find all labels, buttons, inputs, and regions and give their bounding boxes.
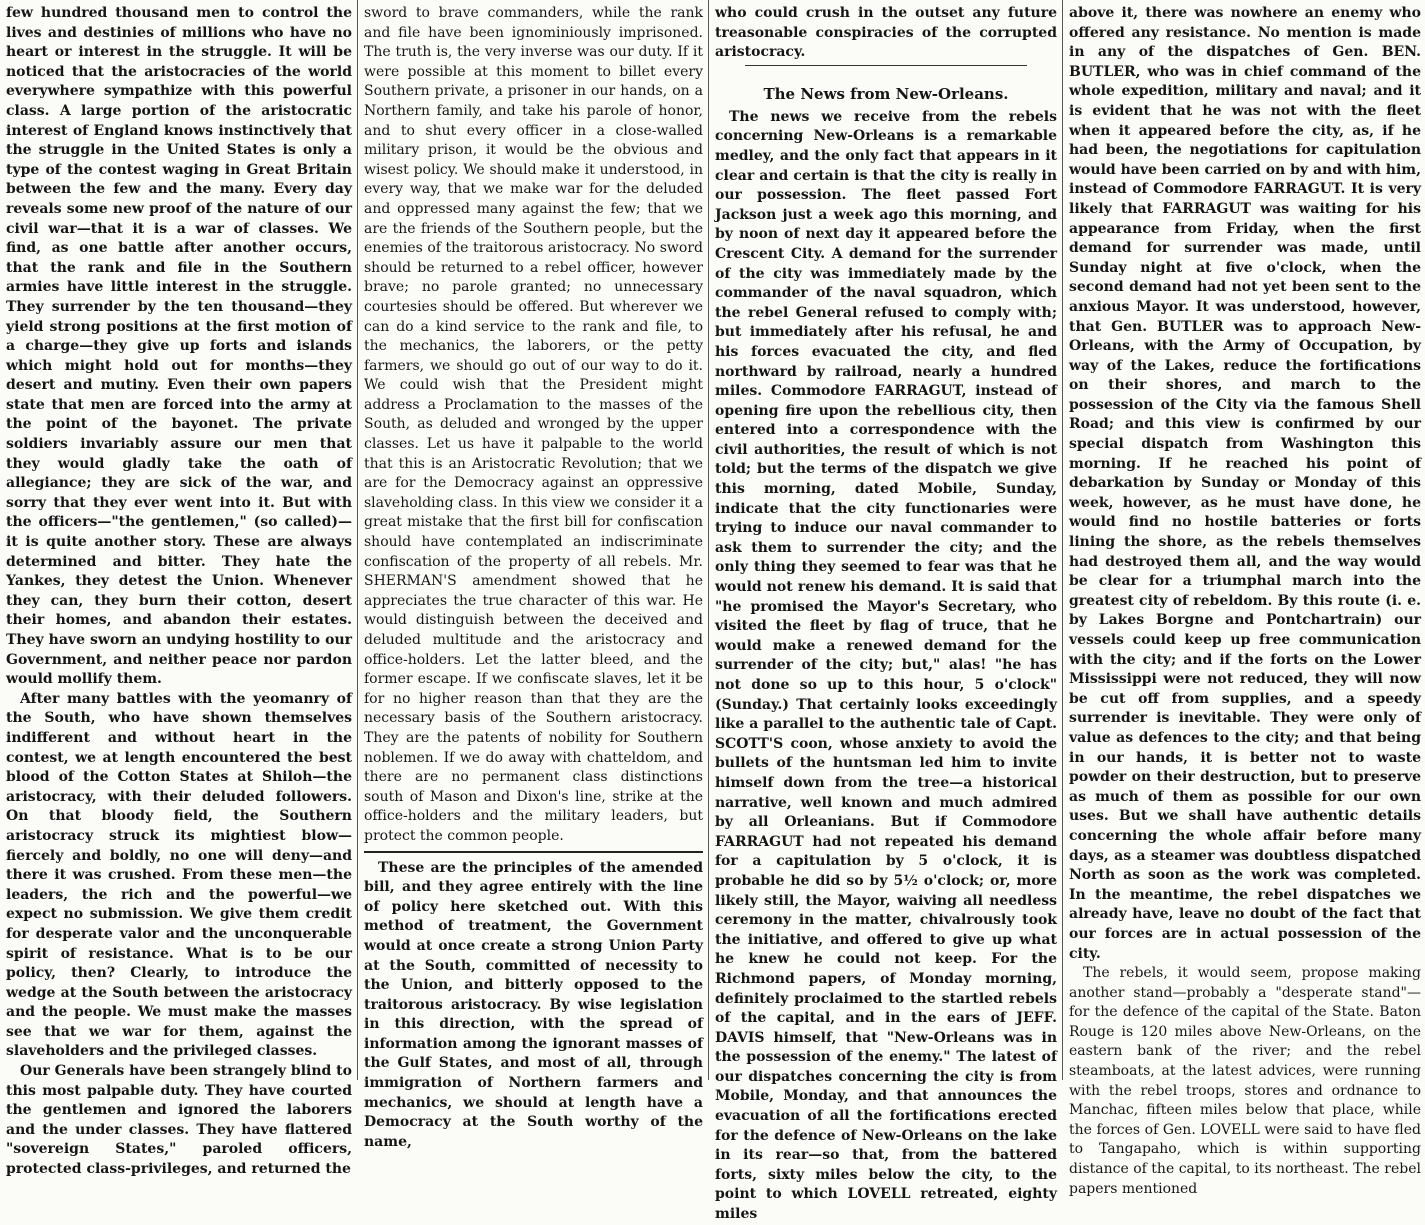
column-1-paragraph-1: few hundred thousand men to control the lives and destinies of millions who have no heart or interest in the struggle. It will be noticed that the aristocracies of the world everywhere sympathize with this powerful class. A large portion of the aristocratic interest of England knows instinctively that the struggle in the United States is only a type of the contest waging in Great Britain between the few and the many. Every day reveals some new proof of the nature of our civil war—that it is a war of classes. We find, as one battle after another occurs, that the rank and file in the Southern armies have little interest in the struggle. They surrender by the ten thousand—they yield strong positions at the first motion of a charge—they give up forts and islands which might hold out for months—they desert and mutiny. Even their own papers state that men are forced into the army at the point of the bayonet. The private soldiers invariably assure our men that they would gladly take the oath of allegiance; they are sick of the war, and sorry that they ever went into it. But with the officers—"the gentlemen," (so called)—it is quite another story. These are always determined and bitter. They hate the Yankes, they detest the Union. Whenever they can, they burn their cotton, desert their homes, and abandon their estates. They have sworn an undying hostility to our Government, and neither peace nor pardon would mollify them. bbox=[6, 5, 352, 688]
column-3-lead: who could crush in the outset any future treasonable conspiracies of the corrupted aristocracy. bbox=[715, 5, 1057, 61]
column-2-divider bbox=[364, 851, 703, 853]
column-1 bbox=[0, 0, 356, 1178]
article-headline: The News from New-Orleans. bbox=[763, 84, 1009, 103]
column-4 bbox=[1063, 0, 1425, 1197]
column-3 bbox=[709, 0, 1061, 1223]
column-2 bbox=[358, 0, 707, 1150]
column-3-divider bbox=[745, 65, 1027, 66]
column-2-paragraph-1: sword to brave commanders, while the rank and file have been ignominiously imprisoned. The truth is, the very inverse was our duty. If it were possible at this moment to billet every Southern private, a prisoner in our hands, on a Northern family, and take his parole of honor, and to shut every officer in a close-walled military prison, it would be the obvious and wisest policy. We should make it understood, in every way, that we make war for the deluded and oppressed many against the few; that we are the friends of the Southern people, but the enemies of the traitorous aristocracy. No sword should be returned to a rebel officer, however brave; no parole granted; no unnecessary courtesies should be offered. But wherever we can do a kind service to the rank and file, to the mechanics, the laborers, or the petty farmers, we should go out of our way to do it. We could wish that the President might address a Proclamation to the masses of the South, as deluded and wronged by the upper classes. Let us have it palpable to the world that this is an Aristocratic Revolution; that we are for the Democracy against an oppressive slaveholding class. In this view we consider it a great mistake that the first bill for confiscation should have contemplated an indiscriminate confiscation of the property of all rebels. Mr. SHERMAN'S amendment showed that he appreciates the true character of this war. He would distinguish between the deceived and deluded multitude and the aristocracy and office-holders. Let the latter bleed, and the former escape. If we confiscate slaves, let it be for no higher reason than that they are the necessary basis of the Southern aristocracy. They are the patents of nobility for Southern noblemen. If we do away with chatteldom, and there are no permanent class distinctions south of Mason and Dixon's line, strike at the office-holders and the military leaders, but protect the common people. bbox=[364, 5, 703, 844]
column-4-paragraph-2: The rebels, it would seem, propose making another stand—probably a "desperate stand"—for the defence of the capital of the State. Baton Rouge is 120 miles above New-Orleans, on the eastern bank of the river; and the rebel steamboats, at the latest advices, were running with the rebel troops, stores and ordnance to Manchac, fifteen miles below that place, while the forces of Gen. LOVELL were said to have fled to Tangapaho, which is within supporting distance of the capital, to its northeast. The rebel papers mentioned bbox=[1069, 965, 1421, 1197]
column-1-paragraph-2: After many battles with the yeomanry of the South, who have shown themselves indifferent and without heart in the contest, we at length encountered the best blood of the Cotton States at Shiloh—the aristocracy, with their deluded followers. On that bloody field, the Southern aristocracy struck its mightiest blow—fiercely and boldly, no one will deny—and there it was crushed. From these men—the leaders, the rich and the powerful—we expect no submission. We give them credit for desperate valor and the unconquerable spirit of resistance. What is to be our policy, then? Clearly, to introduce the wedge at the South between the aristocracy and the people. We must make the masses see that we war for them, against the slaveholders and the privileged classes. bbox=[6, 690, 352, 1060]
column-3-paragraph-1: The news we receive from the rebels concerning New-Orleans is a remarkable medley, and the only fact that appears in it clear and certain is that the city is really in our possession. The fleet passed Fort Jackson just a week ago this morning, and by noon of next day it appeared before the Crescent City. A demand for the surrender of the city was immediately made by the commander of the naval squadron, which the rebel General refused to comply with; but immediately after his refusal, he and his forces evacuated the city, and fled northward by railroad, nearly a hundred miles. Commodore FARRAGUT, instead of opening fire upon the rebellious city, then entered into a correspondence with the civil authorities, the result of which is not told; but the terms of the dispatch we give this morning, dated Mobile, Sunday, indicate that the city functionaries were trying to induce our naval commander to ask them to surrender the city; and the only thing they seemed to fear was that he would not renew his demand. It is said that "he promised the Mayor's Secretary, who visited the fleet by flag of truce, that he would make a renewed demand for the surrender of the city; but," alas! "he has not done so up to this hour, 5 o'clock" (Sunday.) That certainly looks exceedingly like a parallel to the authentic tale of Capt. SCOTT'S coon, whose anxiety to avoid the bullets of the huntsman led him to invite himself down from the tree—a historical narrative, well known and much admired by all Orleanians. But if Commodore FARRAGUT had not repeated his demand for a capitulation by 5 o'clock, it is probable he did so by 5½ o'clock; or, more likely still, the Mayor, waiving all needless ceremony in the matter, chivalrously took the initiative, and offered to give up what he knew he could not keep. For the Richmond papers, of Monday morning, definitely proclaimed to the startled rebels of the capital, and in the ears of JEFF. DAVIS himself, that "New-Orleans was in the possession of the enemy." The latest of our dispatches concerning the city is from Mobile, Monday, and that announces the evacuation of all the fortifications erected for the defence of New-Orleans on the lake in its rear—so that, from the battered forts, sixty miles below the city, to the point to which LOVELL retreated, eighty miles bbox=[715, 108, 1057, 1223]
column-1-paragraph-3: Our Generals have been strangely blind to this most palpable duty. They have courted the gentlemen and ignored the laborers and the under classes. They have flattered "sovereign States," paroled officers, protected class-privileges, and returned the bbox=[6, 1063, 352, 1178]
column-2-paragraph-2: These are the principles of the amended bill, and they agree entirely with the line of policy here sketched out. With this method of treatment, the Government would at once create a strong Union Party at the South, committed of necessity to the Union, and bitterly opposed to the traitorous aristocracy. By wise legislation in this direction, with the spread of information among the ignorant masses of the Gulf States, and most of all, through immigration of Northern farmers and mechanics, we should at length have a Democracy at the South worthy of the name, bbox=[364, 859, 703, 1150]
column-4-paragraph-1: above it, there was nowhere an enemy who offered any resistance. No mention is made in any of the dispatches of Gen. BEN. BUTLER, who was in chief command of the whole expedition, military and naval; and it is evident that he was not with the fleet when it appeared before the city, as, if he had been, the negotiations for capitulation would have been carried on by and with him, instead of Commodore FARRAGUT. It is very likely that FARRAGUT was waiting for his appearance from Friday, when the first demand for surrender was made, until Sunday night at five o'clock, when the second demand had not yet been sent to the anxious Mayor. It was understood, however, that Gen. BUTLER was to approach New-Orleans, with the Army of Occupation, by way of the Lakes, reduce the fortifications on their shores, and march to the possession of the City via the famous Shell Road; and this view is confirmed by our special dispatch from Washington this morning. If he reached his point of debarkation by Sunday or Monday of this week, however, as he must have done, he would find no hostile batteries or forts lining the shore, as the rebels themselves had destroyed them all, and the way would be clear for a triumphal march into the greatest city of rebeldom. By this route (i. e. by Lakes Borgne and Pontchartrain) our vessels could keep up free communication with the city; and if the forts on the Lower Mississippi were not reduced, they will now be cut off from supplies, and a speedy surrender is inevitable. They were only of value as defences to the city; and that being in our hands, it is better not to waste powder on their destruction, but to preserve as much of them as possible for our own uses. But we shall have authentic details concerning the whole affair before many days, as a steamer was doubtless dispatched North as soon as the work was completed. In the meantime, the rebel dispatches we already have, leave no doubt of the fact that our forces are in actual possession of the city. bbox=[1069, 5, 1421, 962]
